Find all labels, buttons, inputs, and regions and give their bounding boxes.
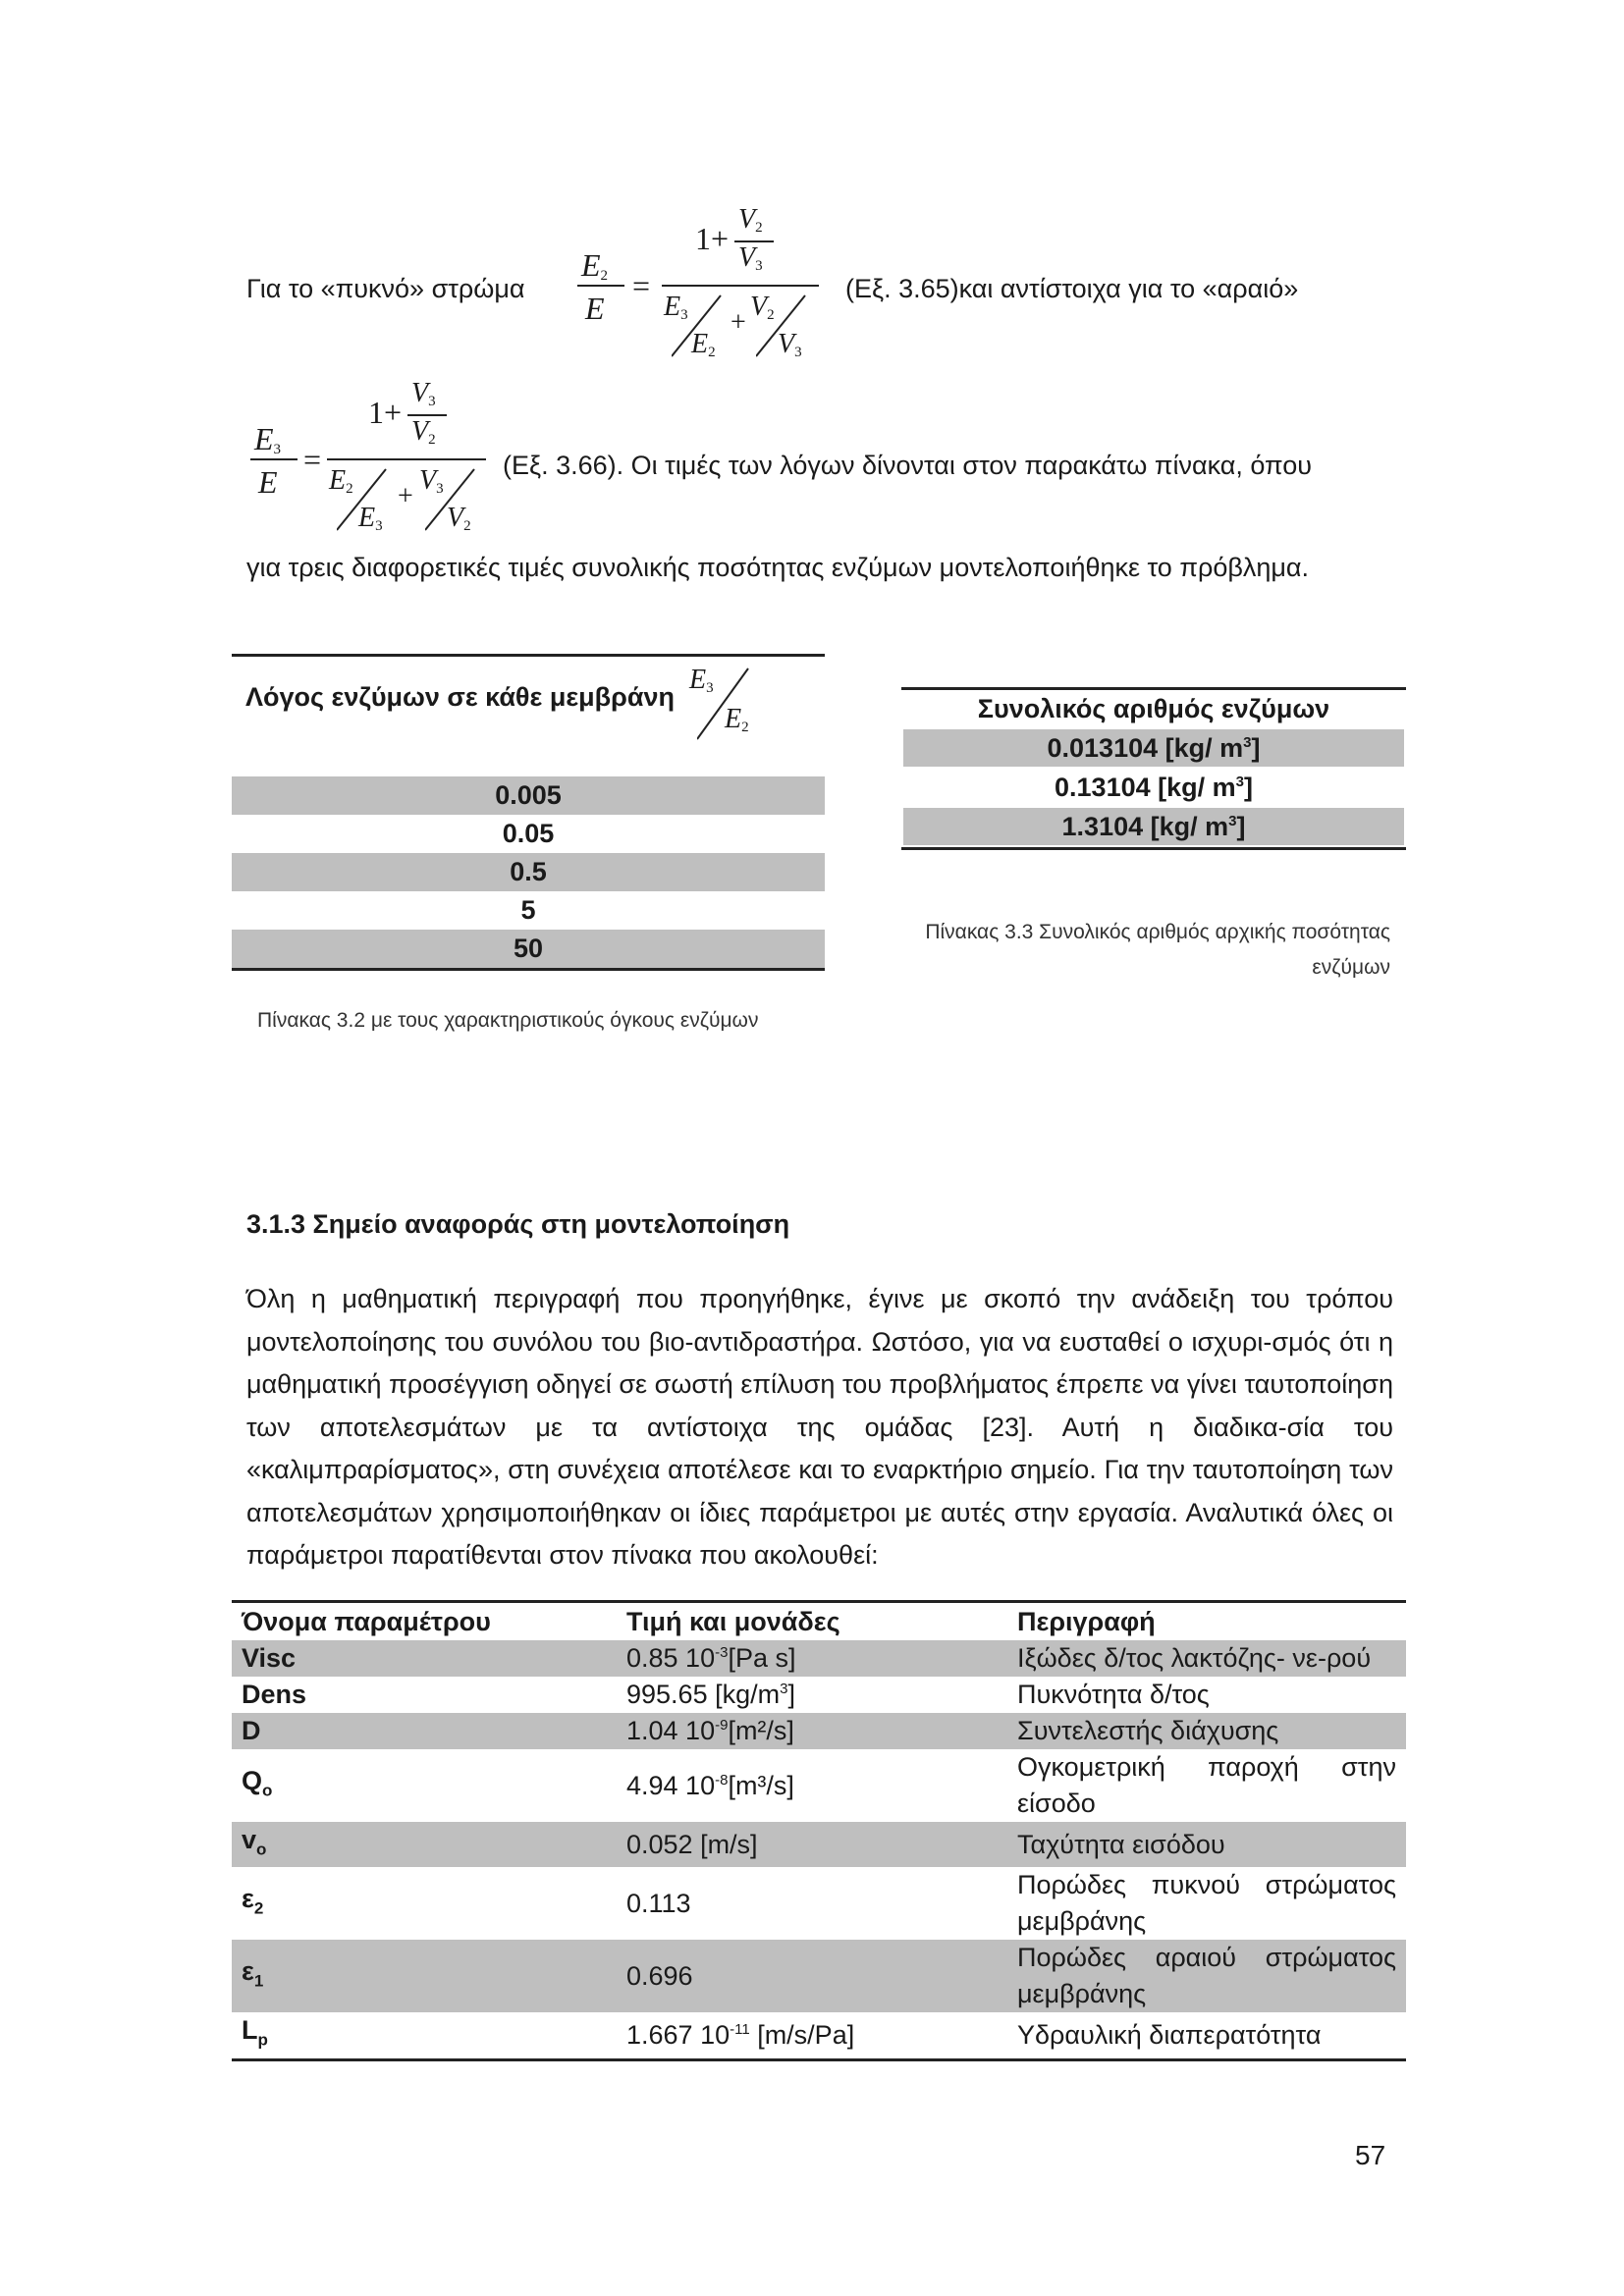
section-body: Όλη η μαθηματική περιγραφή που προηγήθηκε, έγινε με σκοπό την ανάδειξη του τρόπου μοντελοποίησης του συνόλου του βιο-αντιδραστήρα. Ωστόσο, για να ευσταθεί ο ισχυρι-σμός ότι η μαθηματική προσέγγιση οδηγεί σε σωστή επίλυση του προβλήματος έπρεπε να γίνει ταυτοποίηση των αποτελεσμάτων με τα αντίστοιχα της ομάδας [23]. Αυτή η διαδικα-σία του «καλιμπραρίσματος», στη συνέχεια αποτέλεσε και το εναρκτήριο σημείο. Για την ταυτοποίηση των αποτελεσμάτων χρησιμοποιήθηκαν οι ίδιες παράμετροι με αυτές στην εργασία. Αναλυτικά όλες οι παράμετροι παρατίθενται στον πίνακα που ακολουθεί: — [246, 1284, 1393, 1570]
table-3-2-header-text: Λόγος ενζύμων σε κάθε μεμβράνη — [245, 682, 675, 712]
table-cell: 0.85 $10^{-3}[Pa$ s] — [626, 1643, 796, 1673]
table-row — [232, 1867, 1406, 1940]
table-row — [902, 728, 1405, 768]
table-cell: 0.052 [m/s] — [626, 1829, 758, 1859]
table-row — [902, 768, 1405, 807]
table-cell: Ταχύτητα εισόδου — [1017, 1829, 1225, 1859]
para1-after: (Εξ. 3.65)και αντίστοιχα για το «αραιό» — [845, 274, 1299, 303]
table-3-2 — [232, 654, 825, 971]
table-3-3 — [901, 687, 1406, 850]
table-cell: Συντελεστής διάχυσης — [1017, 1716, 1279, 1745]
table-header-row — [232, 1603, 1406, 1640]
table-row — [232, 776, 825, 815]
eq1-equals: = — [632, 268, 651, 303]
table-cell: Ιξώδες δ/τος λακτόζης- νε-ρού — [1017, 1643, 1372, 1673]
table-row — [232, 2012, 1406, 2057]
table-row — [232, 930, 825, 968]
para1-lead: Για το «πυκνό» στρώμα — [246, 274, 525, 303]
table-row — [232, 1640, 1406, 1677]
table-row — [232, 1749, 1406, 1822]
table-cell: $\varepsilon_2$ — [242, 1884, 264, 1918]
table-header-row — [902, 690, 1405, 728]
table-cell: Πορώδες πυκνού στρώματος μεμβράνης — [1017, 1870, 1396, 1937]
table-cell: 0.13104 [kg/ $m^3$] — [1055, 772, 1253, 802]
equation-3-66: $E_3$ E = 1+ $V_3$ $V_2$ $E_2$ $E_3$ + $V_3$ $V_2$ — [250, 375, 496, 542]
equation-3-65: $E_2$ E = 1+ $V_2$ $V_3$ $E_3$ $E_2$ + $V_2$ $V_3$ — [577, 201, 823, 368]
para2-after: (Εξ. 3.66). Οι τιμές των λόγων δίνονται στον παρακάτω πίνακα, όπου — [503, 451, 1313, 480]
eq1-lhs-num: $E_2$ — [581, 247, 609, 284]
parameters-table — [232, 1600, 1406, 2061]
eq1-lhs-den: E — [585, 291, 605, 326]
table-3-3-body — [901, 690, 1406, 847]
column-header: Περιγραφή — [1017, 1607, 1156, 1636]
table-3-2-body — [232, 776, 825, 968]
table-row — [232, 891, 825, 930]
parameters-table-grid — [232, 1603, 1406, 2058]
table-cell: 0.5 — [510, 857, 547, 886]
table-3-2-caption: Πίνακας 3.2 με τους χαρακτηριστικούς όγκους ενζύμων — [257, 1009, 759, 1032]
table-cell: Dens — [242, 1680, 307, 1709]
section-heading: 3.1.3 Σημείο αναφοράς στη μοντελοποίηση — [246, 1209, 790, 1239]
table-3-3-caption — [864, 915, 1390, 986]
column-header: Όνομα παραμέτρου — [242, 1607, 491, 1636]
column-header: Τιμή και μονάδες — [626, 1607, 840, 1636]
table-cell: 50 — [513, 934, 544, 963]
page-number: 57 — [1355, 2140, 1386, 2170]
table-cell: 0.005 — [495, 780, 562, 810]
table-cell: Υδραυλική διαπερατότητα — [1017, 2020, 1322, 2051]
table-cell: Ογκομετρική παροχή στην είσοδο — [1017, 1752, 1396, 1818]
table-cell: 5 — [520, 895, 536, 925]
caption-line: Πίνακας 3.3 Συνολικός αριθμός αρχικής ποσότητας — [925, 921, 1390, 943]
table-row — [232, 1677, 1406, 1713]
table-row — [232, 853, 825, 891]
table-cell: 4.94 $10^{-8}[m^3/s]$ — [626, 1770, 794, 1800]
table-cell: $\varepsilon_1$ — [242, 1956, 264, 1991]
table-cell: Visc — [242, 1643, 297, 1673]
table-cell: 1.667 $10^{-11}$ [m/s/Pa] — [626, 2020, 855, 2051]
table-cell: D — [242, 1716, 261, 1745]
para2-line2: για τρεις διαφορετικές τιμές συνολικής ποσότητας ενζύμων μοντελοποιήθηκε το πρόβλημα. — [246, 553, 1310, 582]
table-row — [232, 1822, 1406, 1867]
table-3-3-header: Συνολικός αριθμός ενζύμων — [977, 693, 1330, 723]
table-cell: 0.05 — [502, 819, 555, 848]
table-cell: Πυκνότητα δ/τος — [1017, 1680, 1210, 1709]
table-cell: $Q_o$ — [242, 1765, 273, 1800]
table-row — [232, 1713, 1406, 1749]
table-cell: 1.04 $10^{-9}[m^2/s]$ — [626, 1716, 794, 1745]
table-row — [902, 807, 1405, 846]
table-cell: 1.3104 [kg/ $m^3$] — [902, 807, 1405, 846]
caption-line: ενζύμων — [1312, 956, 1390, 979]
table-cell: 0.696 — [626, 1960, 693, 1991]
eq1-one-plus: 1+ — [695, 221, 730, 256]
table-row — [232, 1940, 1406, 2012]
table-cell: $v_o$ — [242, 1825, 267, 1859]
table-cell: Πορώδες αραιού στρώματος μεμβράνης — [1017, 1943, 1396, 2009]
table-3-2-header: Λόγος ενζύμων σε κάθε μεμβράνη $E_3$ $E_2$ — [232, 654, 825, 776]
table-cell: 0.113 — [626, 1888, 691, 1918]
table-cell: 995.65 $[kg/m^3]$ — [626, 1680, 795, 1709]
table-cell: 0.013104 [kg/ $m^3$] — [902, 728, 1405, 768]
table-cell: $L_p$ — [242, 2015, 268, 2050]
table-row — [232, 815, 825, 853]
